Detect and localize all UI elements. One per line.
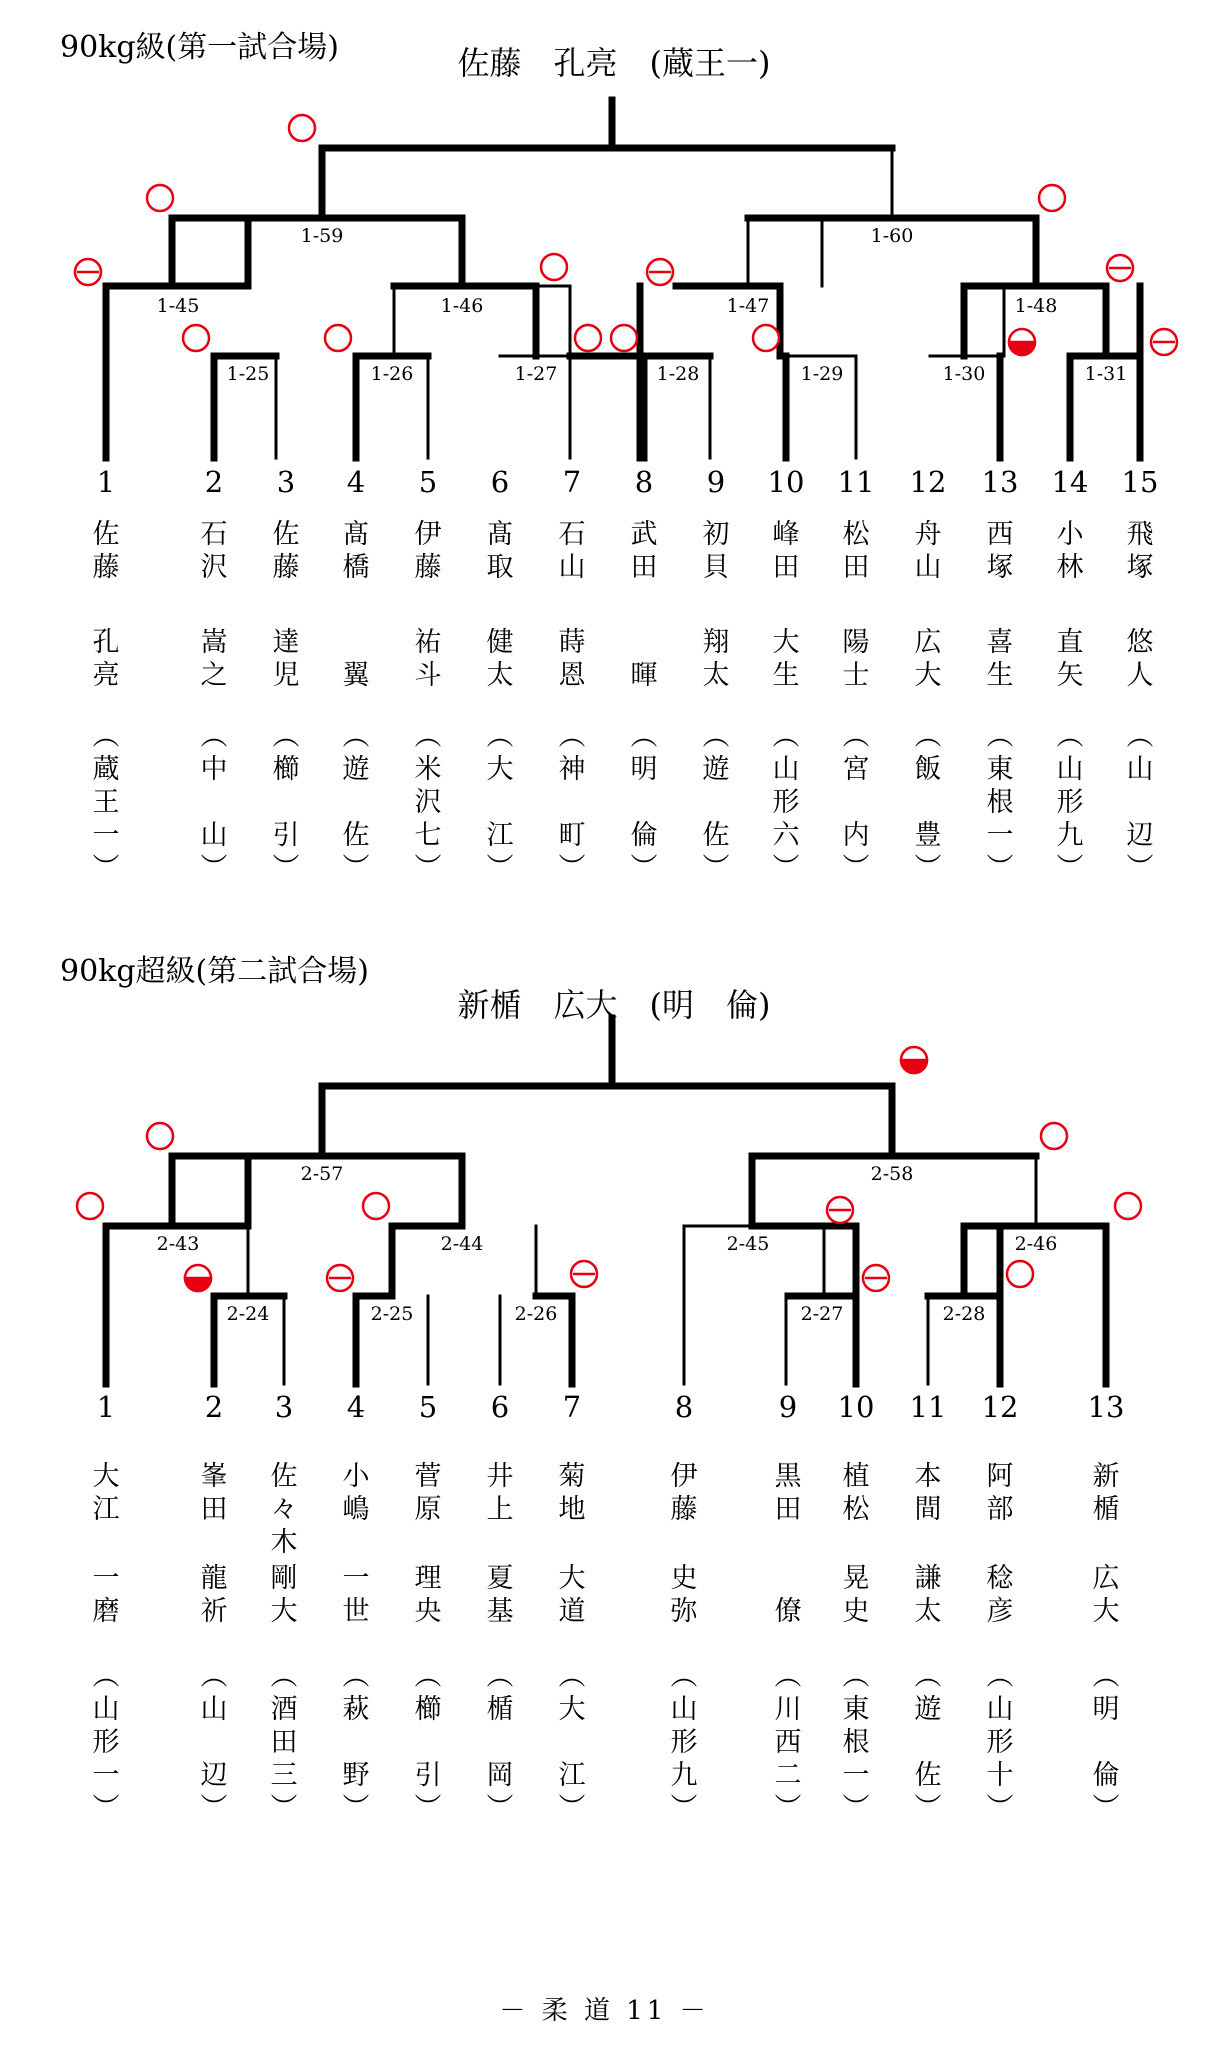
match-label: 2-28 xyxy=(942,1303,986,1325)
winner-lines xyxy=(106,1018,1106,1384)
player-number: 11 xyxy=(909,1390,947,1424)
ippon-mark xyxy=(1115,1193,1141,1219)
player-given-name: 孔 亮 xyxy=(92,627,120,691)
player-number: 9 xyxy=(778,1390,798,1424)
player-school: ︵ 飯 豊 ︶ xyxy=(914,721,942,884)
ippon-mark xyxy=(147,185,173,211)
player-school: ︵ 櫛 引 ︶ xyxy=(414,1661,442,1824)
player-given-name: 剛 大 xyxy=(270,1563,298,1627)
player-school: ︵ 蔵 王 一 ︶ xyxy=(92,721,120,884)
ippon-mark xyxy=(1041,1123,1067,1149)
match-label: 1-48 xyxy=(1014,295,1058,317)
player-surname: 峰 田 xyxy=(772,519,800,583)
player-given-name: 晃 史 xyxy=(842,1563,870,1627)
player-number: 13 xyxy=(1087,1390,1125,1424)
player-school: ︵ 山 辺 ︶ xyxy=(1126,721,1154,884)
player-given-name: 達 児 xyxy=(272,627,300,691)
match-label: 2-58 xyxy=(870,1163,914,1185)
player-school: ︵ 宮 内 ︶ xyxy=(842,721,870,884)
match-label: 2-25 xyxy=(370,1303,414,1325)
ippon-mark xyxy=(611,325,637,351)
player-school: ︵ 遊 佐 ︶ xyxy=(342,721,370,884)
player-school: ︵ 楯 岡 ︶ xyxy=(486,1661,514,1824)
match-label: 1-27 xyxy=(514,363,558,385)
player-given-name: 一 磨 xyxy=(92,1563,120,1627)
player-given-name: 大 生 xyxy=(772,627,800,691)
player-surname: 黒 田 xyxy=(774,1461,802,1525)
player-school: ︵ 遊 佐 ︶ xyxy=(914,1661,942,1824)
loser-lines xyxy=(248,1156,1106,1384)
player-surname: 小 嶋 xyxy=(342,1461,370,1525)
ippon-mark xyxy=(289,115,315,141)
player-surname: 佐 々 木 xyxy=(270,1461,298,1558)
match-label: 2-24 xyxy=(226,1303,270,1325)
match-label: 1-46 xyxy=(440,295,484,317)
ippon-mark xyxy=(77,1193,103,1219)
match-label: 1-47 xyxy=(726,295,770,317)
player-given-name: 健 太 xyxy=(486,627,514,691)
player-number: 2 xyxy=(204,465,224,499)
match-label: 2-26 xyxy=(514,1303,558,1325)
player-number: 3 xyxy=(276,465,296,499)
bracket-section-90kg xyxy=(0,0,1209,940)
ippon-mark xyxy=(183,325,209,351)
player-school: ︵ 明 倫 ︶ xyxy=(1092,1661,1120,1824)
player-surname: 舟 山 xyxy=(914,519,942,583)
player-surname: 武 田 xyxy=(630,519,658,583)
player-surname: 佐 藤 xyxy=(272,519,300,583)
yuko-mark xyxy=(863,1265,889,1291)
page-footer: － 柔 道 11 － xyxy=(499,1996,710,2026)
player-number: 7 xyxy=(562,1390,582,1424)
player-number: 8 xyxy=(634,465,654,499)
yuko-mark xyxy=(327,1265,353,1291)
loser-lines xyxy=(106,148,1070,458)
player-surname: 阿 部 xyxy=(986,1461,1014,1525)
player-number: 12 xyxy=(981,1390,1019,1424)
player-given-name: 祐 斗 xyxy=(414,627,442,691)
match-label: 2-27 xyxy=(800,1303,844,1325)
match-label: 1-29 xyxy=(800,363,844,385)
match-label: 2-57 xyxy=(300,1163,344,1185)
player-school: ︵ 山 形 九 ︶ xyxy=(1056,721,1084,884)
ippon-mark xyxy=(363,1193,389,1219)
yuko-mark xyxy=(827,1197,853,1223)
player-school: ︵ 大 江 ︶ xyxy=(558,1661,586,1824)
player-school: ︵ 神 町 ︶ xyxy=(558,721,586,884)
player-number: 13 xyxy=(981,465,1019,499)
player-number: 5 xyxy=(418,465,438,499)
player-surname: 石 山 xyxy=(558,519,586,583)
player-school: ︵ 櫛 引 ︶ xyxy=(272,721,300,884)
player-school: ︵ 萩 野 ︶ xyxy=(342,1661,370,1824)
player-given-name: 謙 太 xyxy=(914,1563,942,1627)
player-number: 1 xyxy=(96,465,116,499)
bracket-lines xyxy=(0,0,1209,940)
match-label: 2-44 xyxy=(440,1233,484,1255)
player-school: ︵ 大 江 ︶ xyxy=(486,721,514,884)
champion-name: 新楯 広大 (明 倫) xyxy=(457,986,771,1024)
player-surname: 菊 地 xyxy=(558,1461,586,1525)
player-surname: 初 貝 xyxy=(702,519,730,583)
player-given-name: 広 大 xyxy=(1092,1563,1120,1627)
player-number: 4 xyxy=(346,1390,366,1424)
player-surname: 伊 藤 xyxy=(670,1461,698,1525)
match-label: 2-43 xyxy=(156,1233,200,1255)
player-surname: 井 上 xyxy=(486,1461,514,1525)
player-given-name: 直 矢 xyxy=(1056,627,1084,691)
ippon-mark xyxy=(325,325,351,351)
player-given-name: 僚 xyxy=(774,1596,802,1627)
player-given-name: 一 世 xyxy=(342,1563,370,1627)
ippon-mark xyxy=(1007,1261,1033,1287)
player-given-name: 理 央 xyxy=(414,1563,442,1627)
bracket-lines xyxy=(0,960,1209,1920)
waza-ari-mark xyxy=(901,1047,927,1073)
ippon-mark xyxy=(541,254,567,280)
match-label: 2-46 xyxy=(1014,1233,1058,1255)
player-surname: 伊 藤 xyxy=(414,519,442,583)
player-school: ︵ 米 沢 七 ︶ xyxy=(414,721,442,884)
player-surname: 植 松 xyxy=(842,1461,870,1525)
player-number: 10 xyxy=(767,465,805,499)
player-number: 14 xyxy=(1051,465,1089,499)
match-label: 2-45 xyxy=(726,1233,770,1255)
yuko-mark xyxy=(1107,255,1133,281)
match-label: 1-25 xyxy=(226,363,270,385)
ippon-mark xyxy=(147,1123,173,1149)
player-given-name: 翼 xyxy=(342,660,370,691)
yuko-mark xyxy=(647,259,673,285)
player-school: ︵ 山 形 一 ︶ xyxy=(92,1661,120,1824)
player-school: ︵ 山 形 十 ︶ xyxy=(986,1661,1014,1824)
player-surname: 飛 塚 xyxy=(1126,519,1154,583)
player-number: 12 xyxy=(909,465,947,499)
section-title: 90kg級(第一試合場) xyxy=(60,30,339,65)
player-school: ︵ 東 根 一 ︶ xyxy=(842,1661,870,1824)
player-number: 6 xyxy=(490,465,510,499)
player-school: ︵ 明 倫 ︶ xyxy=(630,721,658,884)
ippon-mark xyxy=(575,325,601,351)
player-surname: 新 楯 xyxy=(1092,1461,1120,1525)
player-number: 1 xyxy=(96,1390,116,1424)
waza-ari-mark xyxy=(1009,329,1035,355)
player-given-name: 悠 人 xyxy=(1126,627,1154,691)
player-school: ︵ 遊 佐 ︶ xyxy=(702,721,730,884)
match-label: 1-28 xyxy=(656,363,700,385)
player-given-name: 夏 基 xyxy=(486,1563,514,1627)
player-number: 10 xyxy=(837,1390,875,1424)
player-number: 5 xyxy=(418,1390,438,1424)
player-number: 15 xyxy=(1121,465,1159,499)
player-school: ︵ 山 形 六 ︶ xyxy=(772,721,800,884)
winner-lines xyxy=(106,100,1140,458)
match-label: 1-31 xyxy=(1084,363,1128,385)
player-surname: 松 田 xyxy=(842,519,870,583)
player-given-name: 翔 太 xyxy=(702,627,730,691)
player-number: 9 xyxy=(706,465,726,499)
ippon-mark xyxy=(753,325,779,351)
waza-ari-mark xyxy=(185,1265,211,1291)
champion-name: 佐藤 孔亮 (蔵王一) xyxy=(457,44,771,82)
match-label: 1-26 xyxy=(370,363,414,385)
player-given-name: 暉 xyxy=(630,660,658,691)
player-school: ︵ 山 辺 ︶ xyxy=(200,1661,228,1824)
player-surname: 本 間 xyxy=(914,1461,942,1525)
section-title: 90kg超級(第二試合場) xyxy=(60,954,369,989)
yuko-mark xyxy=(75,259,101,285)
player-given-name: 史 弥 xyxy=(670,1563,698,1627)
player-number: 4 xyxy=(346,465,366,499)
match-label: 1-30 xyxy=(942,363,986,385)
player-surname: 石 沢 xyxy=(200,519,228,583)
player-surname: 菅 原 xyxy=(414,1461,442,1525)
player-number: 6 xyxy=(490,1390,510,1424)
player-surname: 大 江 xyxy=(92,1461,120,1525)
player-given-name: 広 大 xyxy=(914,627,942,691)
player-surname: 西 塚 xyxy=(986,519,1014,583)
player-school: ︵ 中 山 ︶ xyxy=(200,721,228,884)
ippon-mark xyxy=(1039,185,1065,211)
bracket-section-over-90kg xyxy=(0,954,1209,1920)
player-given-name: 嵩 之 xyxy=(200,627,228,691)
player-surname: 髙 取 xyxy=(486,519,514,583)
yuko-mark xyxy=(571,1261,597,1287)
player-number: 2 xyxy=(204,1390,224,1424)
player-given-name: 蒔 恩 xyxy=(558,627,586,691)
player-surname: 髙 橋 xyxy=(342,519,370,583)
player-surname: 佐 藤 xyxy=(92,519,120,583)
player-given-name: 喜 生 xyxy=(986,627,1014,691)
player-given-name: 大 道 xyxy=(558,1563,586,1627)
player-number: 11 xyxy=(837,465,875,499)
player-given-name: 龍 祈 xyxy=(200,1563,228,1627)
player-school: ︵ 川 西 二 ︶ xyxy=(774,1661,802,1824)
player-number: 8 xyxy=(674,1390,694,1424)
player-given-name: 陽 士 xyxy=(842,627,870,691)
player-school: ︵ 東 根 一 ︶ xyxy=(986,721,1014,884)
match-label: 1-45 xyxy=(156,295,200,317)
player-school: ︵ 酒 田 三 ︶ xyxy=(270,1661,298,1824)
yuko-mark xyxy=(1151,329,1177,355)
match-label: 1-60 xyxy=(870,225,914,247)
player-surname: 小 林 xyxy=(1056,519,1084,583)
player-number: 3 xyxy=(274,1390,294,1424)
player-given-name: 稔 彦 xyxy=(986,1563,1014,1627)
player-number: 7 xyxy=(562,465,582,499)
player-school: ︵ 山 形 九 ︶ xyxy=(670,1661,698,1824)
player-surname: 峯 田 xyxy=(200,1461,228,1525)
match-label: 1-59 xyxy=(300,225,344,247)
